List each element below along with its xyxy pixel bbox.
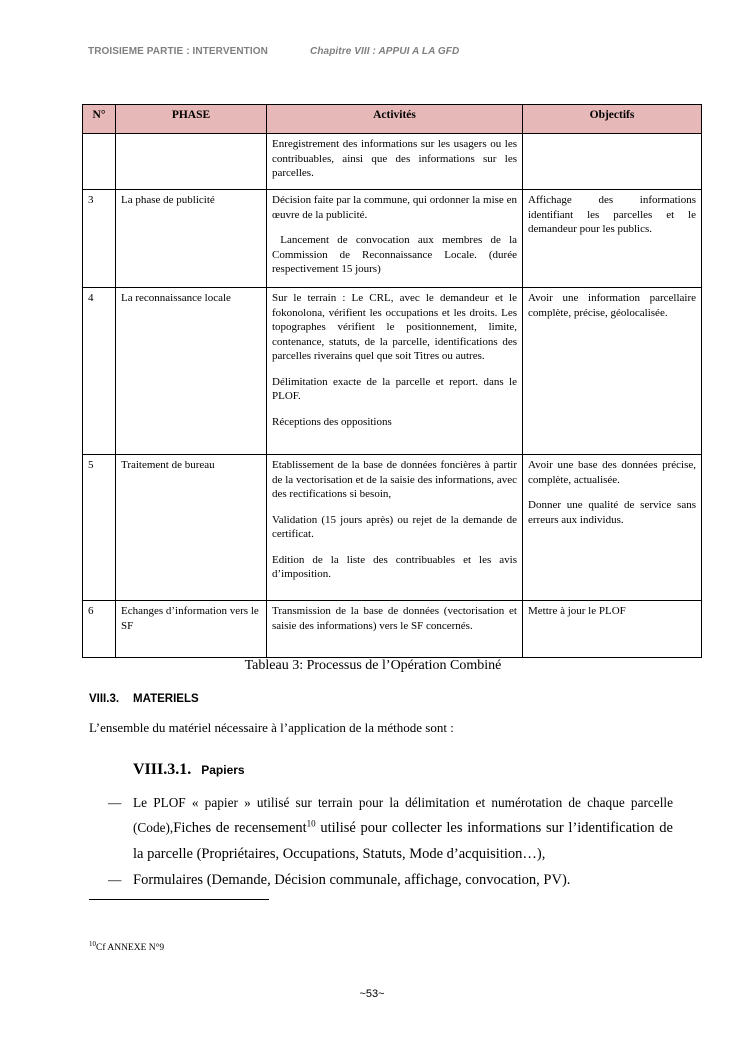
- header-part: TROISIEME PARTIE : INTERVENTION: [88, 46, 268, 57]
- process-table: [82, 104, 702, 658]
- activity-text: Transmission de la base de données (vectorisation et saisie des informations) vers le SF concernés.: [272, 605, 517, 632]
- intro-paragraph: L’ensemble du matériel nécessaire à l’application de la méthode sont :: [89, 720, 454, 735]
- table-row: [83, 288, 702, 455]
- activity-text: Délimitation exacte de la parcelle et report. dans le PLOF.: [272, 375, 517, 402]
- row-phase: Traitement de bureau: [116, 455, 267, 601]
- activity-text: Sur le terrain : Le CRL, avec le demandeur et le fokonolona, vérifient les occupations et les droits. Les topographes vérifient le positionnement, limite, contenance, statuts, de la parcelle, identifications des parcelles riverains quel que soit Titres ou autres.: [272, 292, 517, 362]
- objective-text: Avoir une information parcellaire complète, précise, géolocalisée.: [528, 292, 696, 319]
- column-header-num: N°: [83, 105, 116, 134]
- table-row: [83, 134, 702, 190]
- row-activities: [267, 190, 523, 288]
- row-activities: [267, 134, 523, 190]
- table-row: [83, 455, 702, 601]
- footnote-reference[interactable]: 10: [306, 818, 316, 829]
- footnote: [89, 940, 164, 953]
- header-chapter: Chapitre VIII : APPUI A LA GFD: [310, 46, 460, 57]
- row-num: 5: [83, 455, 116, 601]
- bullet-text: Formulaires (Demande, Décision communale, affichage, convocation, PV).: [133, 872, 571, 888]
- table-row: [83, 190, 702, 288]
- objective-text: Mettre à jour le PLOF: [528, 605, 626, 617]
- row-phase: [116, 134, 267, 190]
- activity-text: Etablissement de la base de données foncières à partir de la vectorisation et de la saisie des informations, avec des rectifications si besoin,: [272, 459, 517, 500]
- footnote-mark: 10: [89, 940, 96, 948]
- row-objectives: [523, 134, 702, 190]
- objective-text: Affichage des informations identifiant les parcelles et le demandeur pour les publics.: [528, 194, 696, 235]
- section-number: VIII.3.: [89, 693, 120, 705]
- row-activities: [267, 601, 523, 658]
- activity-text: Décision faite par la commune, qui ordonner la mise en œuvre de la publicité.: [272, 194, 517, 221]
- row-phase: La phase de publicité: [116, 190, 267, 288]
- running-header: [88, 46, 460, 57]
- table-header-row: [83, 105, 702, 134]
- activity-text: Réceptions des oppositions: [272, 415, 392, 428]
- subsection-heading: [133, 761, 245, 779]
- objective-text: Avoir une base des données précise, complète, actualisée.: [528, 459, 696, 486]
- row-phase: La reconnaissance locale: [116, 288, 267, 455]
- row-num: 3: [83, 190, 116, 288]
- activity-text: Edition de la liste des contribuables et les avis d’imposition.: [272, 553, 517, 580]
- table-caption: Tableau 3: Processus de l’Opération Combiné: [244, 658, 502, 673]
- column-header-objectives: Objectifs: [523, 105, 702, 134]
- row-activities: [267, 288, 523, 455]
- column-header-phase: PHASE: [116, 105, 267, 134]
- dash-bullet-icon: —: [108, 795, 122, 810]
- row-objectives: [523, 455, 702, 601]
- bullet-list: [108, 790, 673, 893]
- activity-text: Enregistrement des informations sur les usagers ou les contribuables, ainsi que des informations sur les parcelles.: [272, 138, 517, 179]
- row-objectives: [523, 288, 702, 455]
- table-row: [83, 601, 702, 658]
- column-header-activities: Activités: [267, 105, 523, 134]
- row-activities: [267, 455, 523, 601]
- objective-text: Donner une qualité de service sans erreurs aux individus.: [528, 499, 696, 526]
- activity-text: Lancement de convocation aux membres de la Commission de Reconnaissance Locale. (durée respectivement 15 jours): [272, 234, 520, 275]
- row-num: [83, 134, 116, 190]
- bullet-text: utilisé pour collecter les informations sur l’identification de la parcelle (Propriétaires, Occupations, Statuts, Mode d’acquisition…),: [133, 820, 673, 862]
- footnote-divider: [89, 899, 269, 900]
- section-heading: [89, 693, 199, 705]
- bullet-text: Le PLOF « papier » utilisé sur terrain pour la délimitation et numérotation de chaque parcelle (Code),: [133, 795, 673, 835]
- row-objectives: [523, 190, 702, 288]
- row-phase: Echanges d’information vers le SF: [116, 601, 267, 658]
- activity-text: Validation (15 jours après) ou rejet de la demande de certificat.: [272, 513, 517, 540]
- dash-bullet-icon: —: [108, 872, 122, 887]
- row-num: 4: [83, 288, 116, 455]
- list-item: [108, 790, 673, 867]
- bullet-text: Fiches de recensement: [173, 820, 307, 836]
- page-number: ~53~: [359, 988, 385, 1000]
- section-title: MATERIELS: [133, 693, 199, 705]
- row-objectives: [523, 601, 702, 658]
- footnote-text: Cf ANNEXE N°9: [96, 943, 165, 954]
- subsection-title: Papiers: [201, 763, 245, 777]
- subsection-number: VIII.3.1.: [133, 761, 192, 778]
- list-item: [108, 867, 673, 893]
- row-num: 6: [83, 601, 116, 658]
